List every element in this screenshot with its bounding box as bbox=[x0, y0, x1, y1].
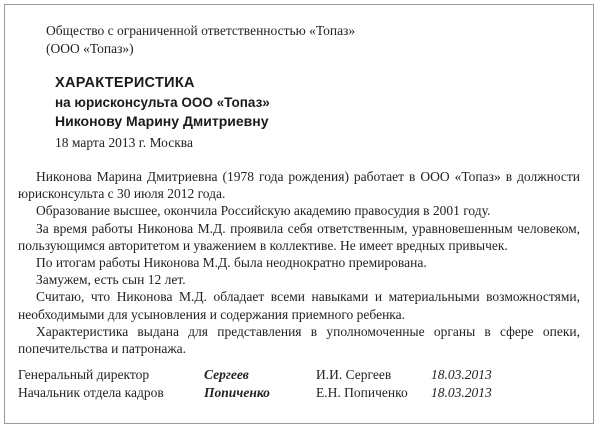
document-body bbox=[18, 168, 580, 357]
paragraph: Образование высшее, окончила Российскую академию правосудия в 2001 году. bbox=[36, 203, 491, 219]
paragraph: Характеристика выдана для представления в уполномоченные органы в сфере опеки, попечительства и патронажа. bbox=[18, 323, 580, 357]
organization-name: Общество с ограниченной ответственностью «Топаз» bbox=[46, 23, 356, 38]
document-page bbox=[4, 4, 594, 424]
signature-date: 18.03.2013 bbox=[431, 384, 492, 400]
paragraph: За время работы Никонова М.Д. проявила себя ответственным, уравновешенным человеком, пользующимся авторитетом и уважением в коллективе. Не имеет вредных привычек. bbox=[18, 220, 580, 253]
paragraph: Никонова Марина Дмитриевна (1978 года рождения) работает в ООО «Топаз» в должности юрисконсульта с 30 июля 2012 года. bbox=[18, 169, 580, 202]
paragraph: Считаю, что Никонова М.Д. обладает всеми навыками и материальными возможностями, необходимыми для усыновления и содержания приемного ребенка. bbox=[18, 289, 580, 322]
handwritten-signature: Попиченко bbox=[204, 384, 270, 400]
document-subtitle: на юрисконсульта ООО «Топаз» bbox=[55, 95, 270, 110]
paragraph: Замужем, есть сын 12 лет. bbox=[36, 272, 186, 288]
document-title: ХАРАКТЕРИСТИКА bbox=[55, 75, 195, 91]
signer-position: Начальник отдела кадров bbox=[18, 384, 164, 400]
organization-short-name: (ООО «Топаз») bbox=[46, 41, 134, 56]
paragraph: По итогам работы Никонова М.Д. была неоднократно премирована. bbox=[36, 255, 427, 271]
document-date-place: 18 марта 2013 г. Москва bbox=[55, 135, 193, 150]
signer-position: Генеральный директор bbox=[18, 367, 150, 382]
handwritten-signature: Сергеев bbox=[204, 367, 249, 382]
signer-name: Е.Н. Попиченко bbox=[316, 384, 408, 400]
signer-name: И.И. Сергеев bbox=[316, 367, 392, 382]
signature-date: 18.03.2013 bbox=[431, 367, 492, 382]
person-name: Никонову Марину Дмитриевну bbox=[55, 113, 269, 129]
